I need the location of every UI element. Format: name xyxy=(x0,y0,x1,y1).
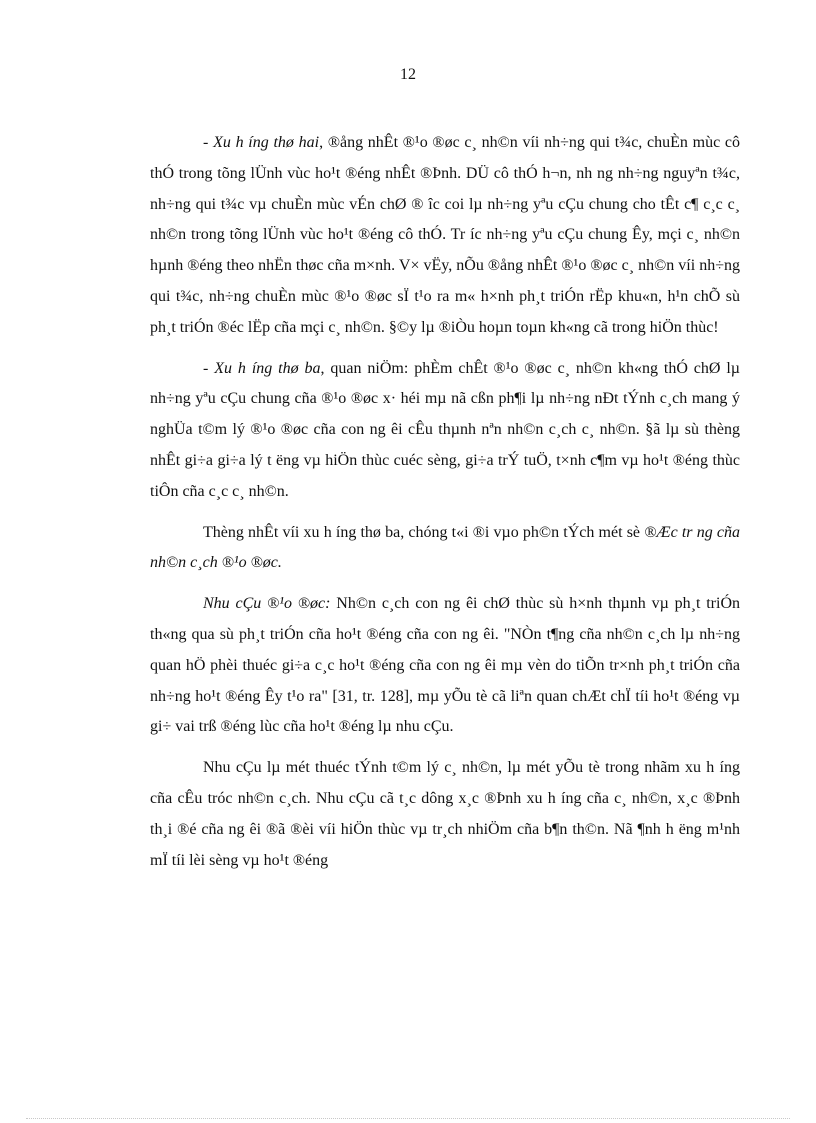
page-number: 12 xyxy=(400,66,416,83)
paragraph-text: , ®ång nhÊt ®¹o ®øc c¸ nh©n víi nh÷ng qui t¾c, chuÈn mùc cô thÓ trong tõng lÜnh vùc ho¹t ®éng nhÊt ®Þnh. DÜ cô thÓ h¬n, nh ng nh÷ng nguyªn t¾c, nh÷ng qui t¾c vµ chuÈn mùc vÉn chØ ® îc coi lµ nh÷ng yªu cÇu chung cho tÊt c¶ c¸c c¸ nh©n trong tõng lÜnh vùc ho¹t ®éng cô thÓ. Tr íc nh÷ng yªu cÇu chung Êy, mçi c¸ nh©n hµnh ®éng theo nhËn thøc cña m×nh. V× vËy, nÕu ®ång nhÊt ®¹o ®øc c¸ nh©n víi nh÷ng qui t¾c, nh÷ng chuÈn mùc ®¹o ®øc sÏ t¹o ra m« h×nh ph¸t triÓn rËp khu«n, h¹n chÕ sù ph¸t triÓn ®éc lËp cña mçi c¸ nh©n. §©y lµ ®iÒu hoµn toµn kh«ng cã trong hiÖn thùc! xyxy=(150,134,741,336)
paragraph-second-tendency xyxy=(150,128,740,344)
paragraph-agreement xyxy=(150,518,740,580)
page-bottom-divider xyxy=(26,1118,790,1119)
paragraph-lead: - xyxy=(203,134,214,151)
italic-phrase: ®Æc tr ng cña nh©n c¸ch ®¹o ®øc. xyxy=(150,523,740,572)
paragraph-text: , quan niÖm: phÈm chÊt ®¹o ®øc c¸ nh©n kh«ng thÓ chØ lµ nh÷ng yªu cÇu chung cña ®¹o ®øc x· héi mµ nã cßn ph¶i lµ nh÷ng nÐt tÝnh c¸ch mang ý nghÜa t©m lý ®¹o ®øc cña con ng êi cÊu thµnh nªn nh©n c¸ch c¸ nh©n. §ã lµ sù thèng nhÊt gi÷a gi÷a lý t ëng vµ hiÖn thùc cuéc sèng, gi÷a trÝ tuÖ, t×nh c¶m vµ ho¹t ®éng thùc tiÔn cña c¸c c¸ nh©n. xyxy=(150,359,740,500)
document-body xyxy=(150,128,740,886)
paragraph-text: Nh©n c¸ch con ng êi chØ thùc sù h×nh thµnh vµ ph¸t triÓn th«ng qua sù ph¸t triÓn cña ho¹t ®éng cña con ng êi. "NÒn t¶ng cña nh©n c¸ch lµ nh÷ng quan hÖ phèi thuéc gi÷a c¸c ho¹t ®éng cña con ng êi mµ vèn do tiÕn tr×nh ph¸t triÓn cña nh÷ng ho¹t ®éng Êy t¹o ra" [31, tr. 128], mµ yÕu tè cã liªn quan chÆt chÏ tíi ho¹t ®éng vµ gi÷ vai trß ®éng lùc cña ho¹t ®éng lµ nhu cÇu. xyxy=(150,595,740,736)
paragraph-text: Thèng nhÊt víi xu h íng thø ba, chóng t«i ®i vµo ph©n tÝch mét sè xyxy=(203,523,645,541)
italic-heading: Nhu cÇu ®¹o ®øc: xyxy=(203,595,331,613)
italic-heading: Xu h íng thø hai xyxy=(213,134,320,151)
italic-heading: Xu h íng thø ba xyxy=(214,359,321,377)
paragraph-lead: - xyxy=(203,359,215,377)
paragraph-moral-needs xyxy=(150,589,740,743)
paragraph-needs-definition xyxy=(150,753,740,876)
paragraph-third-tendency xyxy=(150,354,740,508)
paragraph-text: Nhu cÇu lµ mét thuéc tÝnh t©m lý c¸ nh©n, lµ mét yÕu tè trong nhãm xu h íng cña cÊu tróc nh©n c¸ch. Nhu cÇu cã t¸c dông x¸c ®Þnh xu h íng cña c¸ nh©n, x¸c ®Þnh th¸i ®é cña ng êi ®ã ®èi víi hiÖn thùc vµ tr¸ch nhiÖm cña b¶n th©n. Nã ¶nh h ëng m¹nh mÏ tíi lèi sèng vµ ho¹t ®éng xyxy=(150,759,740,869)
